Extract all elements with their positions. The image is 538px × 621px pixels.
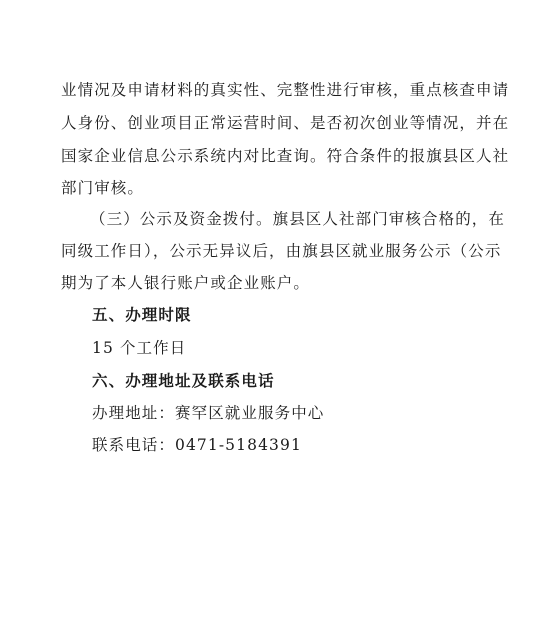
paragraph-line: 同级工作日），公示无异议后，由旗县区就业服务公示（公示 bbox=[61, 242, 502, 260]
paragraph-line: 业情况及申请材料的真实性、完整性进行审核，重点核查申请 bbox=[61, 81, 510, 99]
section-heading: 五、办理时限 bbox=[92, 305, 192, 324]
section-heading: 六、办理地址及联系电话 bbox=[92, 371, 275, 390]
paragraph-line: 期为了本人银行账户或企业账户。 bbox=[61, 274, 311, 292]
contact-phone: 联系电话：0471-5184391 bbox=[92, 436, 302, 454]
office-address: 办理地址：赛罕区就业服务中心 bbox=[92, 404, 325, 422]
paragraph-line: 人身份、创业项目正常运营时间、是否初次创业等情况，并在 bbox=[61, 114, 510, 132]
paragraph-line: （三）公示及资金拨付。旗县区人社部门审核合格的，在 bbox=[90, 210, 506, 228]
paragraph-line: 国家企业信息公示系统内对比查询。符合条件的报旗县区人社 bbox=[61, 147, 510, 165]
paragraph-line: 部门审核。 bbox=[61, 179, 145, 197]
processing-time: 15 个工作日 bbox=[92, 339, 187, 357]
